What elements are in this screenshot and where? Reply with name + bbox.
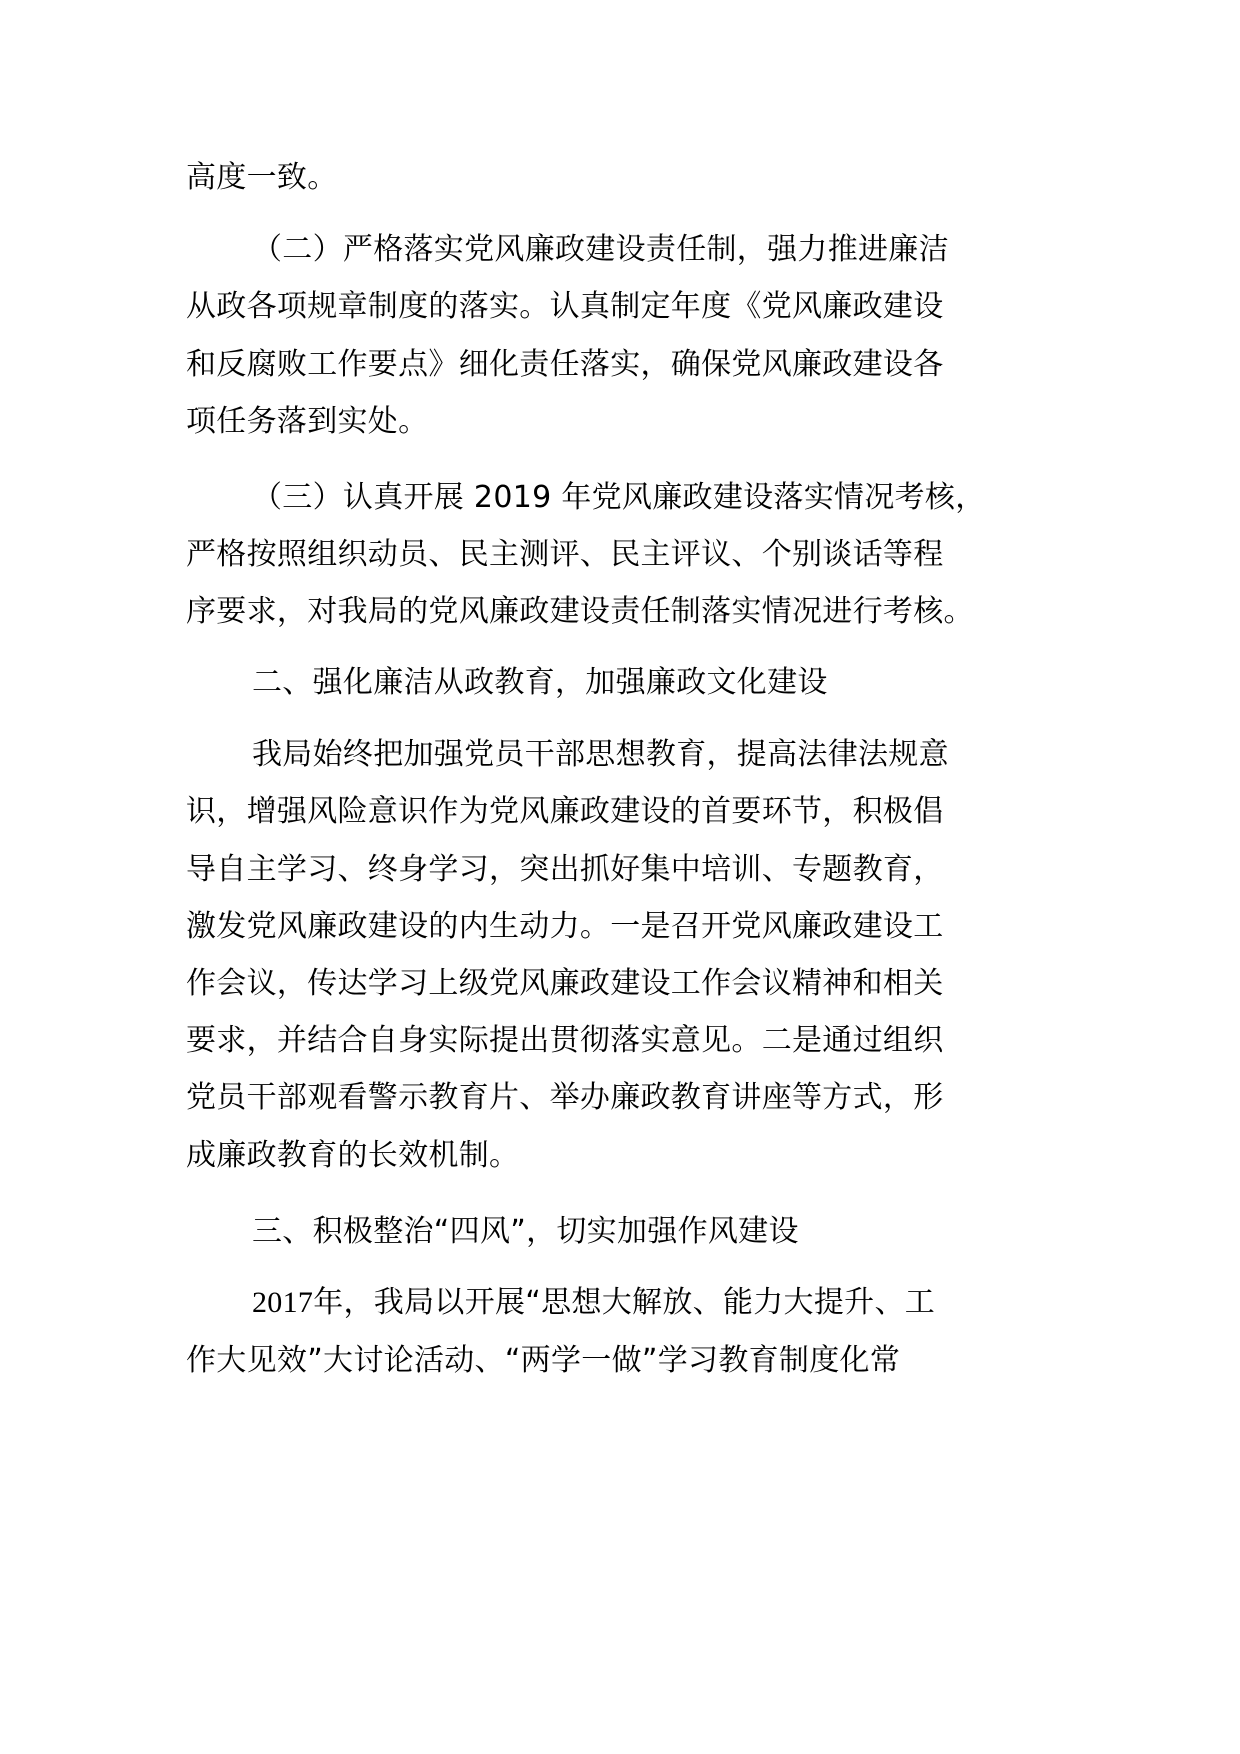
text-line: 要求，并结合自身实际提出贯彻落实意见。二是通过组织	[186, 1023, 944, 1058]
text-line: 从政各项规章制度的落实。认真制定年度《党风廉政建设	[186, 289, 944, 324]
year-number: 2017	[252, 1286, 314, 1319]
text-line: 党员干部观看警示教育片、举办廉政教育讲座等方式，形	[186, 1080, 944, 1115]
section-heading-2: （二）严格落实党风廉政建设责任制，强力推进廉洁	[252, 232, 949, 267]
chapter-heading-3: 三、积极整治“四风”，切实加强作风建设	[252, 1214, 799, 1249]
text-line: 和反腐败工作要点》细化责任落实，确保党风廉政建设各	[186, 347, 944, 382]
text-line: 高度一致。	[186, 160, 338, 195]
paragraph-first-line	[252, 1283, 935, 1323]
chapter-heading-2: 二、强化廉洁从政教育，加强廉政文化建设	[252, 665, 828, 700]
text-line: 激发党风廉政建设的内生动力。一是召开党风廉政建设工	[186, 909, 944, 944]
text-line: 识，增强风险意识作为党风廉政建设的首要环节，积极倡	[186, 794, 944, 829]
paragraph-first-line: 我局始终把加强党员干部思想教育，提高法律法规意	[252, 737, 949, 772]
text-span: 年，我局以开展“思想大解放、能力大提升、工	[313, 1285, 936, 1320]
text-line: 序要求，对我局的党风廉政建设责任制落实情况进行考核。	[186, 594, 974, 629]
text-line: 成廉政教育的长效机制。	[186, 1138, 520, 1173]
text-line: 项任务落到实处。	[186, 404, 429, 439]
text-line: 导自主学习、终身学习，突出抓好集中培训、专题教育，	[186, 852, 944, 887]
section-heading-3: （三）认真开展 2019 年党风廉政建设落实情况考核，	[252, 480, 986, 515]
text-line: 严格按照组织动员、民主测评、民主评议、个别谈话等程	[186, 537, 944, 572]
text-line: 作会议，传达学习上级党风廉政建设工作会议精神和相关	[186, 966, 944, 1001]
text-line: 作大见效”大讨论活动、“两学一做”学习教育制度化常	[186, 1343, 901, 1378]
